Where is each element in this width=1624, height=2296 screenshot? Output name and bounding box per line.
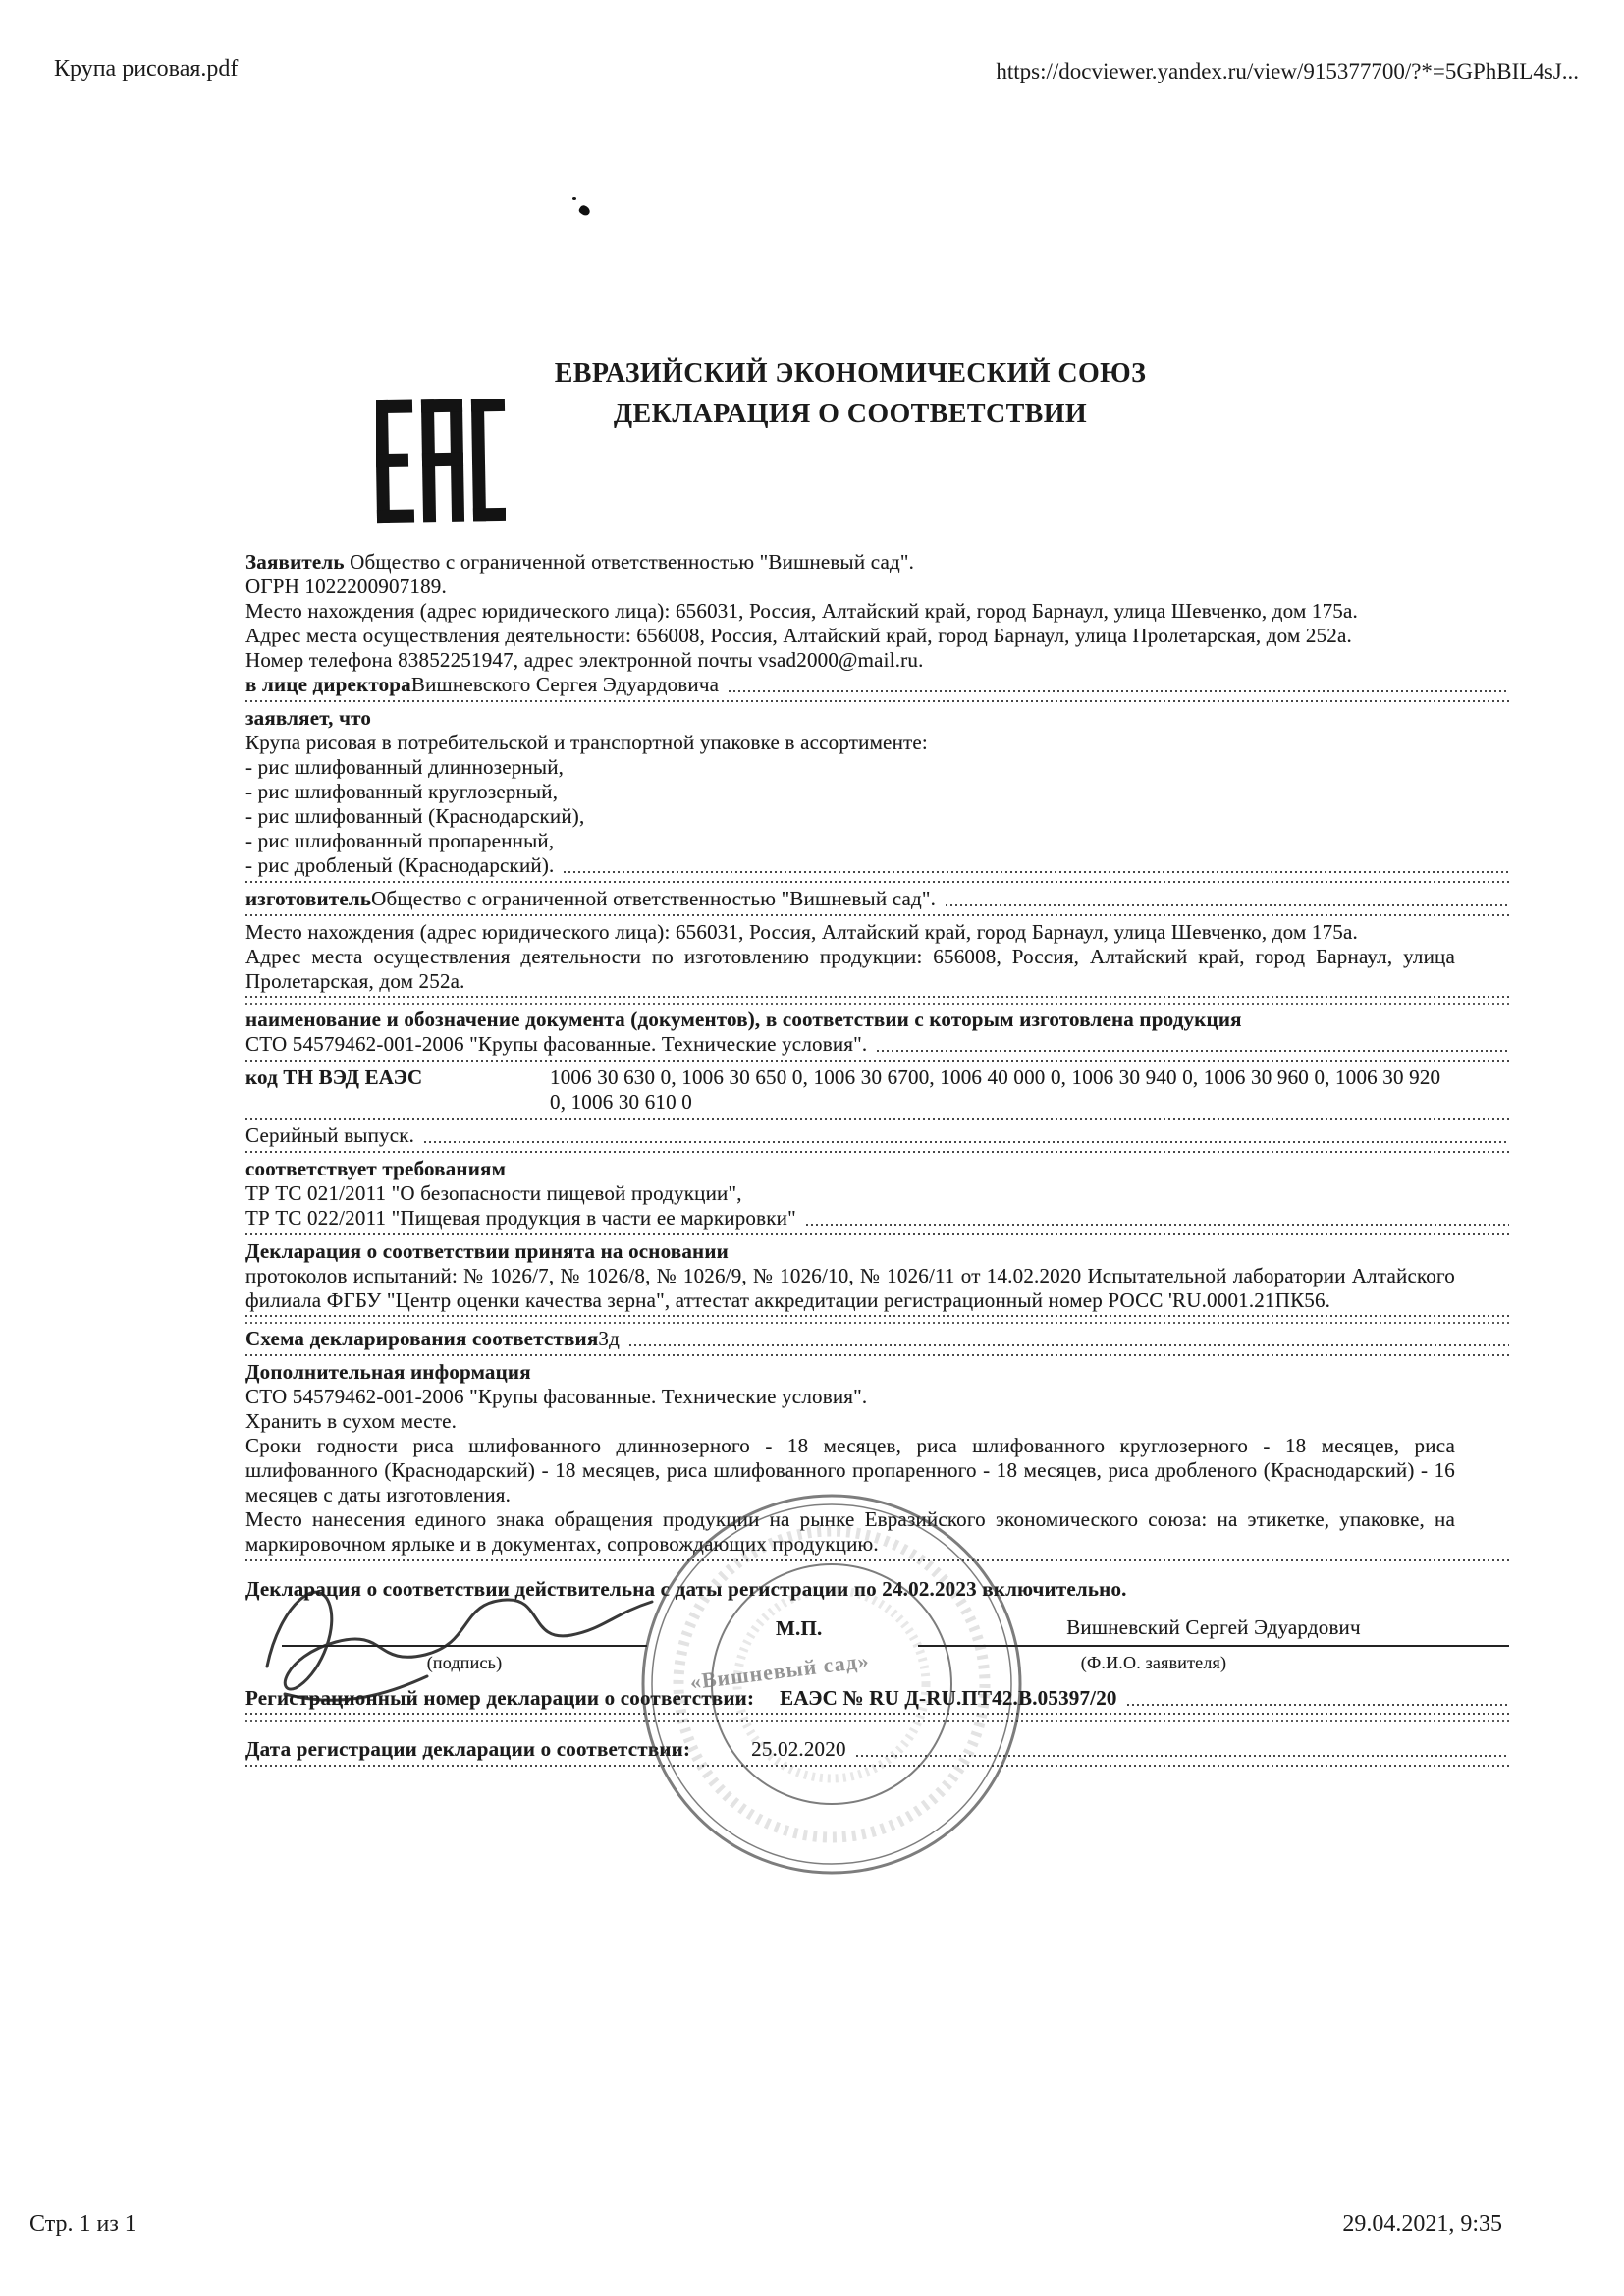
label-document-name: наименование и обозначение документа (документов), в соответствии с которым изготовлена продукция [245, 1008, 1242, 1031]
signature-caption: (подпись) [426, 1653, 503, 1672]
doc-line-tr-021 [245, 1181, 1455, 1206]
doc-line-rice-5 [245, 853, 1455, 878]
tnved-row [245, 1066, 1455, 1115]
doc-line-additional-label [245, 1360, 1455, 1385]
label-complies: соответствует требованиям [245, 1157, 507, 1180]
applicant-name: Вишневский Сергей Эдуардович [1066, 1615, 1361, 1639]
label-claimant: Заявитель [245, 550, 345, 574]
doc-line-product [245, 731, 1455, 755]
shelf-life-value: Сроки годности риса шлифованного длиннозерного - 18 месяцев, риса шлифованного круглозерного - 18 месяцев, риса шлифованного (Краснодарский) - 18 месяцев, риса шлифованного пропаренного - 18 месяцев, риса дробленого (Краснодарский) - 16 месяцев с даты изготовления. [245, 1434, 1455, 1506]
dotted-separator [245, 1233, 1509, 1235]
dotted-separator [245, 1060, 1509, 1062]
tnved-label: код ТН ВЭД ЕАЭС [245, 1066, 423, 1089]
dotted-separator [245, 1151, 1509, 1153]
reg-date-label: Дата регистрации декларации о соответствии: [245, 1737, 691, 1761]
doc-line-rice-3 [245, 804, 1455, 829]
dotted-separator [245, 700, 1509, 702]
doc-line-complies [245, 1157, 1455, 1181]
stamp-place-label: М.П. [776, 1616, 823, 1640]
dotted-fill [424, 1141, 1509, 1143]
dotted-fill [629, 1344, 1509, 1346]
print-footer-timestamp: 29.04.2021, 9:35 [1342, 2212, 1502, 2237]
doc-line-sto-2 [245, 1385, 1455, 1409]
mfr-activity-address-value: Адрес места осуществления деятельности по изготовлению продукции: 656008, Россия, Алтайский край, город Барнаул, улица Пролетарская, дом 252а. [245, 945, 1455, 993]
doc-line-storage [245, 1409, 1455, 1434]
mark-place-value: Место нанесения единого знака обращения продукции на рынке Евразийского экономического союза: на этикетке, упаковке, на маркировочном ярлыке и в документах, сопровождающих продукцию. [245, 1507, 1455, 1556]
doc-line-legal-address [245, 599, 1455, 624]
rice-item: - рис шлифованный круглозерный, [245, 780, 559, 803]
signature-block [245, 1608, 1455, 1686]
dotted-separator [245, 1118, 1509, 1120]
dotted-separator-double [245, 1315, 1509, 1324]
doc-line-mfr-activity-address [245, 945, 1455, 994]
dotted-fill [946, 904, 1509, 906]
doc-line-validity [245, 1577, 1455, 1602]
dotted-fill [877, 1050, 1509, 1052]
ogrn-value: ОГРН 1022200907189. [245, 574, 447, 598]
dotted-separator [245, 881, 1509, 883]
manufacturer-value: Общество с ограниченной ответственностью "Вишневый сад". [371, 887, 937, 910]
mfr-legal-address-value: Место нахождения (адрес юридического лица): 656031, Россия, Алтайский край, город Барнаул, улица Шевченко, дом 175а. [245, 920, 1358, 944]
product-description: Крупа рисовая в потребительской и транспортной упаковке в ассортименте: [245, 731, 928, 754]
sto-value-2: СТО 54579462-001-2006 "Крупы фасованные. Технические условия". [245, 1385, 868, 1408]
label-basis: Декларация о соответствии принята на основании [245, 1239, 729, 1263]
ink-smudge [577, 204, 591, 217]
doc-line-rice-1 [245, 755, 1455, 780]
dotted-fill [564, 871, 1509, 873]
print-header-filename: Крупа рисовая.pdf [54, 56, 239, 82]
ink-blot-artifact [572, 197, 592, 219]
doc-line-serial [245, 1123, 1455, 1148]
label-scheme: Схема декларирования соответствия [245, 1327, 599, 1350]
scheme-value: 3д [598, 1327, 621, 1350]
tr-ts-022: ТР ТС 022/2011 "Пищевая продукция в части ее маркировки" [245, 1206, 796, 1230]
phone-email-value: Номер телефона 83852251947, адрес электронной почты vsad2000@mail.ru. [245, 648, 924, 672]
doc-line-sto [245, 1032, 1455, 1057]
sto-value: СТО 54579462-001-2006 "Крупы фасованные. Технические условия". [245, 1032, 868, 1056]
rice-item: - рис шлифованный (Краснодарский), [245, 804, 585, 828]
label-additional-info: Дополнительная информация [245, 1360, 531, 1384]
reg-number-label: Регистрационный номер декларации о соответствии: [245, 1686, 755, 1710]
claimant-value: Общество с ограниченной ответственностью "Вишневый сад". [344, 550, 915, 574]
doc-line-manufacturer [245, 887, 1455, 911]
doc-line-declares [245, 706, 1455, 731]
fio-line [918, 1645, 1509, 1647]
label-manufacturer: изготовитель [245, 887, 372, 910]
director-name: Вишневского Сергея Эдуардовича [410, 673, 720, 696]
dotted-separator-double [245, 996, 1509, 1005]
dotted-fill [856, 1755, 1509, 1757]
rice-item: - рис шлифованный длиннозерный, [245, 755, 565, 779]
label-declares: заявляет, что [245, 706, 372, 730]
title-line-union: ЕВРАЗИЙСКИЙ ЭКОНОМИЧЕСКИЙ СОЮЗ [554, 358, 1147, 389]
activity-address-value: Адрес места осуществления деятельности: 656008, Россия, Алтайский край, город Барнаул, улица Пролетарская, дом 252а. [245, 624, 1352, 647]
rice-item: - рис шлифованный пропаренный, [245, 829, 555, 852]
dotted-fill [1127, 1704, 1509, 1706]
doc-line-phone-email [245, 648, 1455, 673]
ink-dot [572, 197, 576, 200]
doc-line-mark-place [245, 1507, 1455, 1557]
storage-note: Хранить в сухом месте. [245, 1409, 458, 1433]
doc-line-ogrn [245, 574, 1455, 599]
dotted-fill [729, 690, 1509, 692]
dotted-separator-double [245, 1713, 1509, 1722]
serial-release: Серийный выпуск. [245, 1123, 415, 1147]
doc-line-shelf-life [245, 1434, 1455, 1507]
title-line-declaration: ДЕКЛАРАЦИЯ О СООТВЕТСТВИИ [613, 399, 1088, 429]
eac-logo [376, 399, 506, 524]
doc-line-claimant [245, 550, 1455, 574]
stamp-company-name: «Вишневый сад» [688, 1647, 871, 1695]
applicant-name-caption: (Ф.И.О. заявителя) [1080, 1653, 1227, 1672]
label-director: в лице директора [245, 673, 411, 696]
signature-line [282, 1645, 647, 1647]
dotted-fill [806, 1224, 1509, 1226]
dotted-separator [245, 1354, 1509, 1356]
doc-line-reg-date [245, 1737, 1455, 1762]
protocols-value: протоколов испытаний: № 1026/7, № 1026/8, № 1026/9, № 1026/10, № 1026/11 от 14.02.2020 Испытательной лаборатории Алтайского филиала ФГБУ "Центр оценки качества зерна", аттестат аккредитации регистрационный номер РОСС 'RU.0001.21ПК56. [245, 1264, 1455, 1312]
tr-ts-021: ТР ТС 021/2011 "О безопасности пищевой продукции", [245, 1181, 742, 1205]
doc-line-basis-label [245, 1239, 1455, 1264]
legal-address-value: Место нахождения (адрес юридического лица): 656031, Россия, Алтайский край, город Барнаул, улица Шевченко, дом 175а. [245, 599, 1358, 623]
print-header-url: https://docviewer.yandex.ru/view/915377700/?*=5GPhBIL4sJ... [996, 59, 1579, 83]
dotted-separator [245, 1765, 1509, 1767]
tnved-codes: 1006 30 630 0, 1006 30 650 0, 1006 30 6700, 1006 40 000 0, 1006 30 940 0, 1006 30 960 0, 1006 30 920 0, 1006 30 610 0 [550, 1066, 1441, 1114]
doc-line-activity-address [245, 624, 1455, 648]
dotted-separator [245, 914, 1509, 916]
doc-line-reg-number [245, 1686, 1455, 1711]
doc-line-rice-4 [245, 829, 1455, 853]
validity-statement: Декларация о соответствии действительна с даты регистрации по 24.02.2023 включительно. [245, 1577, 1127, 1601]
doc-line-protocols [245, 1264, 1455, 1313]
doc-line-tr-022 [245, 1206, 1455, 1230]
document-body [245, 542, 1455, 1771]
doc-line-director [245, 673, 1455, 697]
doc-line-mfr-legal-address [245, 920, 1455, 945]
doc-line-doc-name-label [245, 1008, 1455, 1032]
reg-number-value: ЕАЭС № RU Д-RU.ПТ42.В.05397/20 [780, 1686, 1117, 1710]
reg-date-value: 25.02.2020 [751, 1737, 846, 1761]
print-footer-page-number: Стр. 1 из 1 [29, 2212, 136, 2237]
doc-line-scheme [245, 1327, 1455, 1351]
rice-item: - рис дробленый (Краснодарский). [245, 853, 555, 877]
doc-line-rice-2 [245, 780, 1455, 804]
dotted-separator [245, 1559, 1509, 1561]
